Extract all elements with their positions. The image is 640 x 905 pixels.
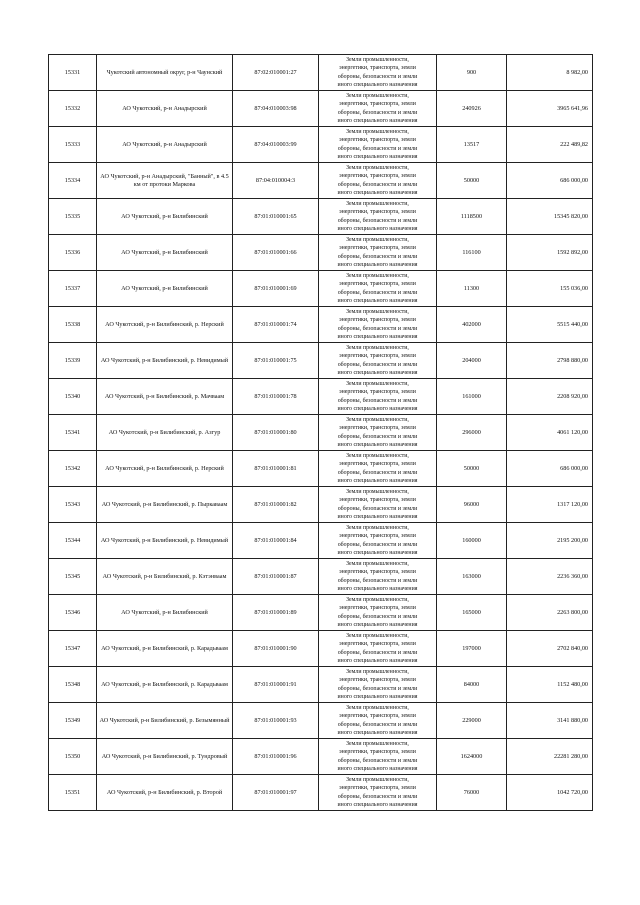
cadastral-number-cell: 87:01:010001:80 <box>233 415 319 451</box>
land-category-line: энергетики, транспорта, земли <box>339 785 416 792</box>
land-category-line: энергетики, транспорта, земли <box>339 173 416 180</box>
land-category-line: обороны, безопасности и земли <box>337 649 418 656</box>
land-category-line: иного специального назначения <box>337 622 418 629</box>
land-category-line: иного специального назначения <box>337 442 418 449</box>
row-id-cell: 15348 <box>49 667 97 703</box>
cadastral-number-cell: 87:01:010001:96 <box>233 739 319 775</box>
location-cell: АО Чукотский, р-н Билибинский, р. Карадьваам <box>97 631 233 667</box>
table-row <box>49 487 593 523</box>
location-cell: АО Чукотский, р-н Анадырский, "Банный", в 4.5 км от протоки Маркова <box>97 163 233 199</box>
table-row <box>49 55 593 91</box>
land-category-line: Земли промышленности, <box>346 380 409 387</box>
cadastral-number-cell: 87:01:010001:89 <box>233 595 319 631</box>
area-cell: 84000 <box>437 667 507 703</box>
area-cell: 900 <box>437 55 507 91</box>
value-cell: 15345 820,00 <box>507 199 593 235</box>
table-row <box>49 703 593 739</box>
land-category-line: Земли промышленности, <box>346 344 409 351</box>
area-cell: 50000 <box>437 451 507 487</box>
area-cell: 163000 <box>437 559 507 595</box>
table-row <box>49 307 593 343</box>
land-category-line: энергетики, транспорта, земли <box>339 245 416 252</box>
area-cell: 96000 <box>437 487 507 523</box>
row-id-cell: 15346 <box>49 595 97 631</box>
land-category-line: Земли промышленности, <box>346 164 409 171</box>
land-category-line: энергетики, транспорта, земли <box>339 497 416 504</box>
value-cell: 2702 840,00 <box>507 631 593 667</box>
land-category-line: иного специального назначения <box>337 190 418 197</box>
row-id-cell: 15332 <box>49 91 97 127</box>
table-row <box>49 343 593 379</box>
land-category-line: обороны, безопасности и земли <box>337 361 418 368</box>
land-category-line: иного специального назначения <box>337 478 418 485</box>
land-category-line: энергетики, транспорта, земли <box>339 749 416 756</box>
land-category-line: энергетики, транспорта, земли <box>339 569 416 576</box>
land-category-line: энергетики, транспорта, земли <box>339 605 416 612</box>
land-category-cell <box>319 199 437 235</box>
value-cell: 1317 120,00 <box>507 487 593 523</box>
location-cell: АО Чукотский, р-н Билибинский, р. Невидимый <box>97 523 233 559</box>
value-cell: 22281 280,00 <box>507 739 593 775</box>
cadastral-number-cell: 87:01:010001:74 <box>233 307 319 343</box>
table-row <box>49 595 593 631</box>
land-category-line: энергетики, транспорта, земли <box>339 137 416 144</box>
cadastral-number-cell: 87:04:010004:3 <box>233 163 319 199</box>
cadastral-number-cell: 87:01:010001:66 <box>233 235 319 271</box>
land-category-line: Земли промышленности, <box>346 56 409 63</box>
land-category-cell <box>319 775 437 811</box>
table-row <box>49 775 593 811</box>
location-cell: АО Чукотский, р-н Билибинский, р. Тундровый <box>97 739 233 775</box>
land-category-line: иного специального назначения <box>337 550 418 557</box>
value-cell: 2208 920,00 <box>507 379 593 415</box>
value-cell: 8 982,00 <box>507 55 593 91</box>
land-category-cell <box>319 487 437 523</box>
land-category-cell <box>319 271 437 307</box>
area-cell: 402000 <box>437 307 507 343</box>
land-category-line: Земли промышленности, <box>346 740 409 747</box>
land-category-line: обороны, безопасности и земли <box>337 541 418 548</box>
land-category-line: иного специального назначения <box>337 802 418 809</box>
row-id-cell: 15333 <box>49 127 97 163</box>
location-cell: АО Чукотский, р-н Билибинский, р. Мачваам <box>97 379 233 415</box>
land-category-line: Земли промышленности, <box>346 452 409 459</box>
table-row <box>49 667 593 703</box>
area-cell: 229000 <box>437 703 507 739</box>
land-category-line: энергетики, транспорта, земли <box>339 677 416 684</box>
row-id-cell: 15334 <box>49 163 97 199</box>
land-category-cell <box>319 739 437 775</box>
land-category-line: энергетики, транспорта, земли <box>339 281 416 288</box>
land-category-line: энергетики, транспорта, земли <box>339 317 416 324</box>
value-cell: 3965 641,96 <box>507 91 593 127</box>
area-cell: 161000 <box>437 379 507 415</box>
land-category-line: иного специального назначения <box>337 82 418 89</box>
row-id-cell: 15351 <box>49 775 97 811</box>
land-category-cell <box>319 379 437 415</box>
table-row <box>49 415 593 451</box>
land-category-cell <box>319 307 437 343</box>
table-row <box>49 631 593 667</box>
cadastral-number-cell: 87:01:010001:69 <box>233 271 319 307</box>
value-cell: 222 489,82 <box>507 127 593 163</box>
land-category-line: обороны, безопасности и земли <box>337 397 418 404</box>
location-cell: АО Чукотский, р-н Билибинский, р. Невидимый <box>97 343 233 379</box>
area-cell: 197000 <box>437 631 507 667</box>
row-id-cell: 15339 <box>49 343 97 379</box>
cadastral-number-cell: 87:01:010001:84 <box>233 523 319 559</box>
land-category-cell <box>319 127 437 163</box>
table-row <box>49 523 593 559</box>
land-category-line: Земли промышленности, <box>346 128 409 135</box>
area-cell: 240926 <box>437 91 507 127</box>
land-category-line: обороны, безопасности и земли <box>337 217 418 224</box>
location-cell: Чукотский автономный округ, р-н Чаунский <box>97 55 233 91</box>
land-category-line: энергетики, транспорта, земли <box>339 425 416 432</box>
land-category-line: Земли промышленности, <box>346 308 409 315</box>
cadastral-number-cell: 87:02:010001:27 <box>233 55 319 91</box>
land-category-line: обороны, безопасности и земли <box>337 757 418 764</box>
cadastral-number-cell: 87:01:010001:82 <box>233 487 319 523</box>
land-category-line: Земли промышленности, <box>346 272 409 279</box>
land-category-line: иного специального назначения <box>337 514 418 521</box>
value-cell: 1152 480,00 <box>507 667 593 703</box>
land-category-line: иного специального назначения <box>337 298 418 305</box>
land-category-line: обороны, безопасности и земли <box>337 721 418 728</box>
location-cell: АО Чукотский, р-н Анадырский <box>97 91 233 127</box>
value-cell: 1592 892,00 <box>507 235 593 271</box>
location-cell: АО Чукотский, р-н Билибинский <box>97 199 233 235</box>
land-category-line: иного специального назначения <box>337 406 418 413</box>
land-category-cell <box>319 523 437 559</box>
land-category-cell <box>319 451 437 487</box>
location-cell: АО Чукотский, р-н Билибинский, р. Пыркаваам <box>97 487 233 523</box>
cadastral-number-cell: 87:01:010001:78 <box>233 379 319 415</box>
land-category-cell <box>319 235 437 271</box>
area-cell: 11300 <box>437 271 507 307</box>
land-category-line: иного специального назначения <box>337 730 418 737</box>
land-category-line: иного специального назначения <box>337 694 418 701</box>
land-category-line: обороны, безопасности и земли <box>337 577 418 584</box>
land-category-line: иного специального назначения <box>337 586 418 593</box>
table-row <box>49 379 593 415</box>
land-category-line: Земли промышленности, <box>346 236 409 243</box>
value-cell: 3141 880,00 <box>507 703 593 739</box>
value-cell: 155 036,00 <box>507 271 593 307</box>
land-category-line: энергетики, транспорта, земли <box>339 461 416 468</box>
location-cell: АО Чукотский, р-н Билибинский, р. Азгур <box>97 415 233 451</box>
land-category-line: Земли промышленности, <box>346 596 409 603</box>
location-cell: АО Чукотский, р-н Билибинский, р. Нерский <box>97 451 233 487</box>
land-category-line: Земли промышленности, <box>346 776 409 783</box>
land-category-line: обороны, безопасности и земли <box>337 613 418 620</box>
land-category-line: иного специального назначения <box>337 118 418 125</box>
land-category-line: иного специального назначения <box>337 262 418 269</box>
land-category-line: Земли промышленности, <box>346 416 409 423</box>
land-category-line: энергетики, транспорта, земли <box>339 209 416 216</box>
land-category-line: иного специального назначения <box>337 334 418 341</box>
location-cell: АО Чукотский, р-н Билибинский <box>97 235 233 271</box>
row-id-cell: 15347 <box>49 631 97 667</box>
land-category-line: энергетики, транспорта, земли <box>339 533 416 540</box>
row-id-cell: 15340 <box>49 379 97 415</box>
value-cell: 2195 200,00 <box>507 523 593 559</box>
value-cell: 1042 720,00 <box>507 775 593 811</box>
location-cell: АО Чукотский, р-н Билибинский, р. Кэтэнваам <box>97 559 233 595</box>
land-category-line: обороны, безопасности и земли <box>337 433 418 440</box>
row-id-cell: 15345 <box>49 559 97 595</box>
area-cell: 296000 <box>437 415 507 451</box>
value-cell: 5515 440,00 <box>507 307 593 343</box>
cadastral-number-cell: 87:01:010001:75 <box>233 343 319 379</box>
land-category-line: обороны, безопасности и земли <box>337 289 418 296</box>
cadastral-number-cell: 87:01:010001:91 <box>233 667 319 703</box>
table-row <box>49 127 593 163</box>
land-category-line: иного специального назначения <box>337 370 418 377</box>
land-category-line: Земли промышленности, <box>346 92 409 99</box>
table-body <box>49 55 593 811</box>
cadastral-number-cell: 87:01:010001:87 <box>233 559 319 595</box>
land-category-line: обороны, безопасности и земли <box>337 505 418 512</box>
location-cell: АО Чукотский, р-н Билибинский <box>97 271 233 307</box>
table-row <box>49 91 593 127</box>
land-category-line: обороны, безопасности и земли <box>337 109 418 116</box>
location-cell: АО Чукотский, р-н Билибинский, р. Безымянный <box>97 703 233 739</box>
value-cell: 686 000,00 <box>507 451 593 487</box>
land-category-line: энергетики, транспорта, земли <box>339 389 416 396</box>
area-cell: 1118500 <box>437 199 507 235</box>
area-cell: 1624000 <box>437 739 507 775</box>
area-cell: 165000 <box>437 595 507 631</box>
land-category-line: Земли промышленности, <box>346 704 409 711</box>
location-cell: АО Чукотский, р-н Билибинский, р. Нерский <box>97 307 233 343</box>
land-category-cell <box>319 55 437 91</box>
area-cell: 76000 <box>437 775 507 811</box>
land-category-line: энергетики, транспорта, земли <box>339 641 416 648</box>
land-category-line: энергетики, транспорта, земли <box>339 101 416 108</box>
value-cell: 2263 800,00 <box>507 595 593 631</box>
location-cell: АО Чукотский, р-н Билибинский <box>97 595 233 631</box>
land-category-line: энергетики, транспорта, земли <box>339 65 416 72</box>
land-category-line: обороны, безопасности и земли <box>337 325 418 332</box>
land-category-line: энергетики, транспорта, земли <box>339 353 416 360</box>
location-cell: АО Чукотский, р-н Анадырский <box>97 127 233 163</box>
land-category-cell <box>319 667 437 703</box>
land-parcels-table <box>48 54 593 811</box>
value-cell: 2236 360,00 <box>507 559 593 595</box>
land-category-line: обороны, безопасности и земли <box>337 793 418 800</box>
land-category-cell <box>319 163 437 199</box>
land-category-line: обороны, безопасности и земли <box>337 469 418 476</box>
value-cell: 4061 120,00 <box>507 415 593 451</box>
cadastral-number-cell: 87:01:010001:97 <box>233 775 319 811</box>
table-row <box>49 451 593 487</box>
land-category-line: Земли промышленности, <box>346 632 409 639</box>
land-category-line: Земли промышленности, <box>346 488 409 495</box>
land-category-line: обороны, безопасности и земли <box>337 145 418 152</box>
land-category-line: Земли промышленности, <box>346 200 409 207</box>
land-category-line: иного специального назначения <box>337 658 418 665</box>
row-id-cell: 15343 <box>49 487 97 523</box>
land-category-line: иного специального назначения <box>337 154 418 161</box>
area-cell: 204000 <box>437 343 507 379</box>
land-category-cell <box>319 595 437 631</box>
land-category-line: обороны, безопасности и земли <box>337 685 418 692</box>
row-id-cell: 15331 <box>49 55 97 91</box>
row-id-cell: 15342 <box>49 451 97 487</box>
row-id-cell: 15349 <box>49 703 97 739</box>
land-category-line: обороны, безопасности и земли <box>337 73 418 80</box>
land-category-line: иного специального назначения <box>337 766 418 773</box>
land-category-cell <box>319 631 437 667</box>
land-category-line: обороны, безопасности и земли <box>337 181 418 188</box>
cadastral-number-cell: 87:04:010003:99 <box>233 127 319 163</box>
land-category-line: обороны, безопасности и земли <box>337 253 418 260</box>
land-category-line: энергетики, транспорта, земли <box>339 713 416 720</box>
area-cell: 160000 <box>437 523 507 559</box>
area-cell: 50000 <box>437 163 507 199</box>
land-category-cell <box>319 703 437 739</box>
land-category-line: Земли промышленности, <box>346 560 409 567</box>
row-id-cell: 15350 <box>49 739 97 775</box>
land-category-line: Земли промышленности, <box>346 524 409 531</box>
table-row <box>49 163 593 199</box>
location-cell: АО Чукотский, р-н Билибинский, р. Карадьваам <box>97 667 233 703</box>
row-id-cell: 15338 <box>49 307 97 343</box>
cadastral-number-cell: 87:04:010003:98 <box>233 91 319 127</box>
land-category-cell <box>319 559 437 595</box>
land-category-line: Земли промышленности, <box>346 668 409 675</box>
land-category-cell <box>319 415 437 451</box>
area-cell: 116100 <box>437 235 507 271</box>
cadastral-number-cell: 87:01:010001:90 <box>233 631 319 667</box>
value-cell: 2798 880,00 <box>507 343 593 379</box>
cadastral-number-cell: 87:01:010001:93 <box>233 703 319 739</box>
table-row <box>49 235 593 271</box>
location-cell: АО Чукотский, р-н Билибинский, р. Второй <box>97 775 233 811</box>
table-row <box>49 559 593 595</box>
cadastral-number-cell: 87:01:010001:65 <box>233 199 319 235</box>
row-id-cell: 15337 <box>49 271 97 307</box>
table-row <box>49 271 593 307</box>
table-row <box>49 739 593 775</box>
row-id-cell: 15335 <box>49 199 97 235</box>
area-cell: 13517 <box>437 127 507 163</box>
land-category-cell <box>319 343 437 379</box>
row-id-cell: 15336 <box>49 235 97 271</box>
land-category-cell <box>319 91 437 127</box>
cadastral-number-cell: 87:01:010001:81 <box>233 451 319 487</box>
value-cell: 686 000,00 <box>507 163 593 199</box>
row-id-cell: 15344 <box>49 523 97 559</box>
table-row <box>49 199 593 235</box>
land-category-line: иного специального назначения <box>337 226 418 233</box>
row-id-cell: 15341 <box>49 415 97 451</box>
